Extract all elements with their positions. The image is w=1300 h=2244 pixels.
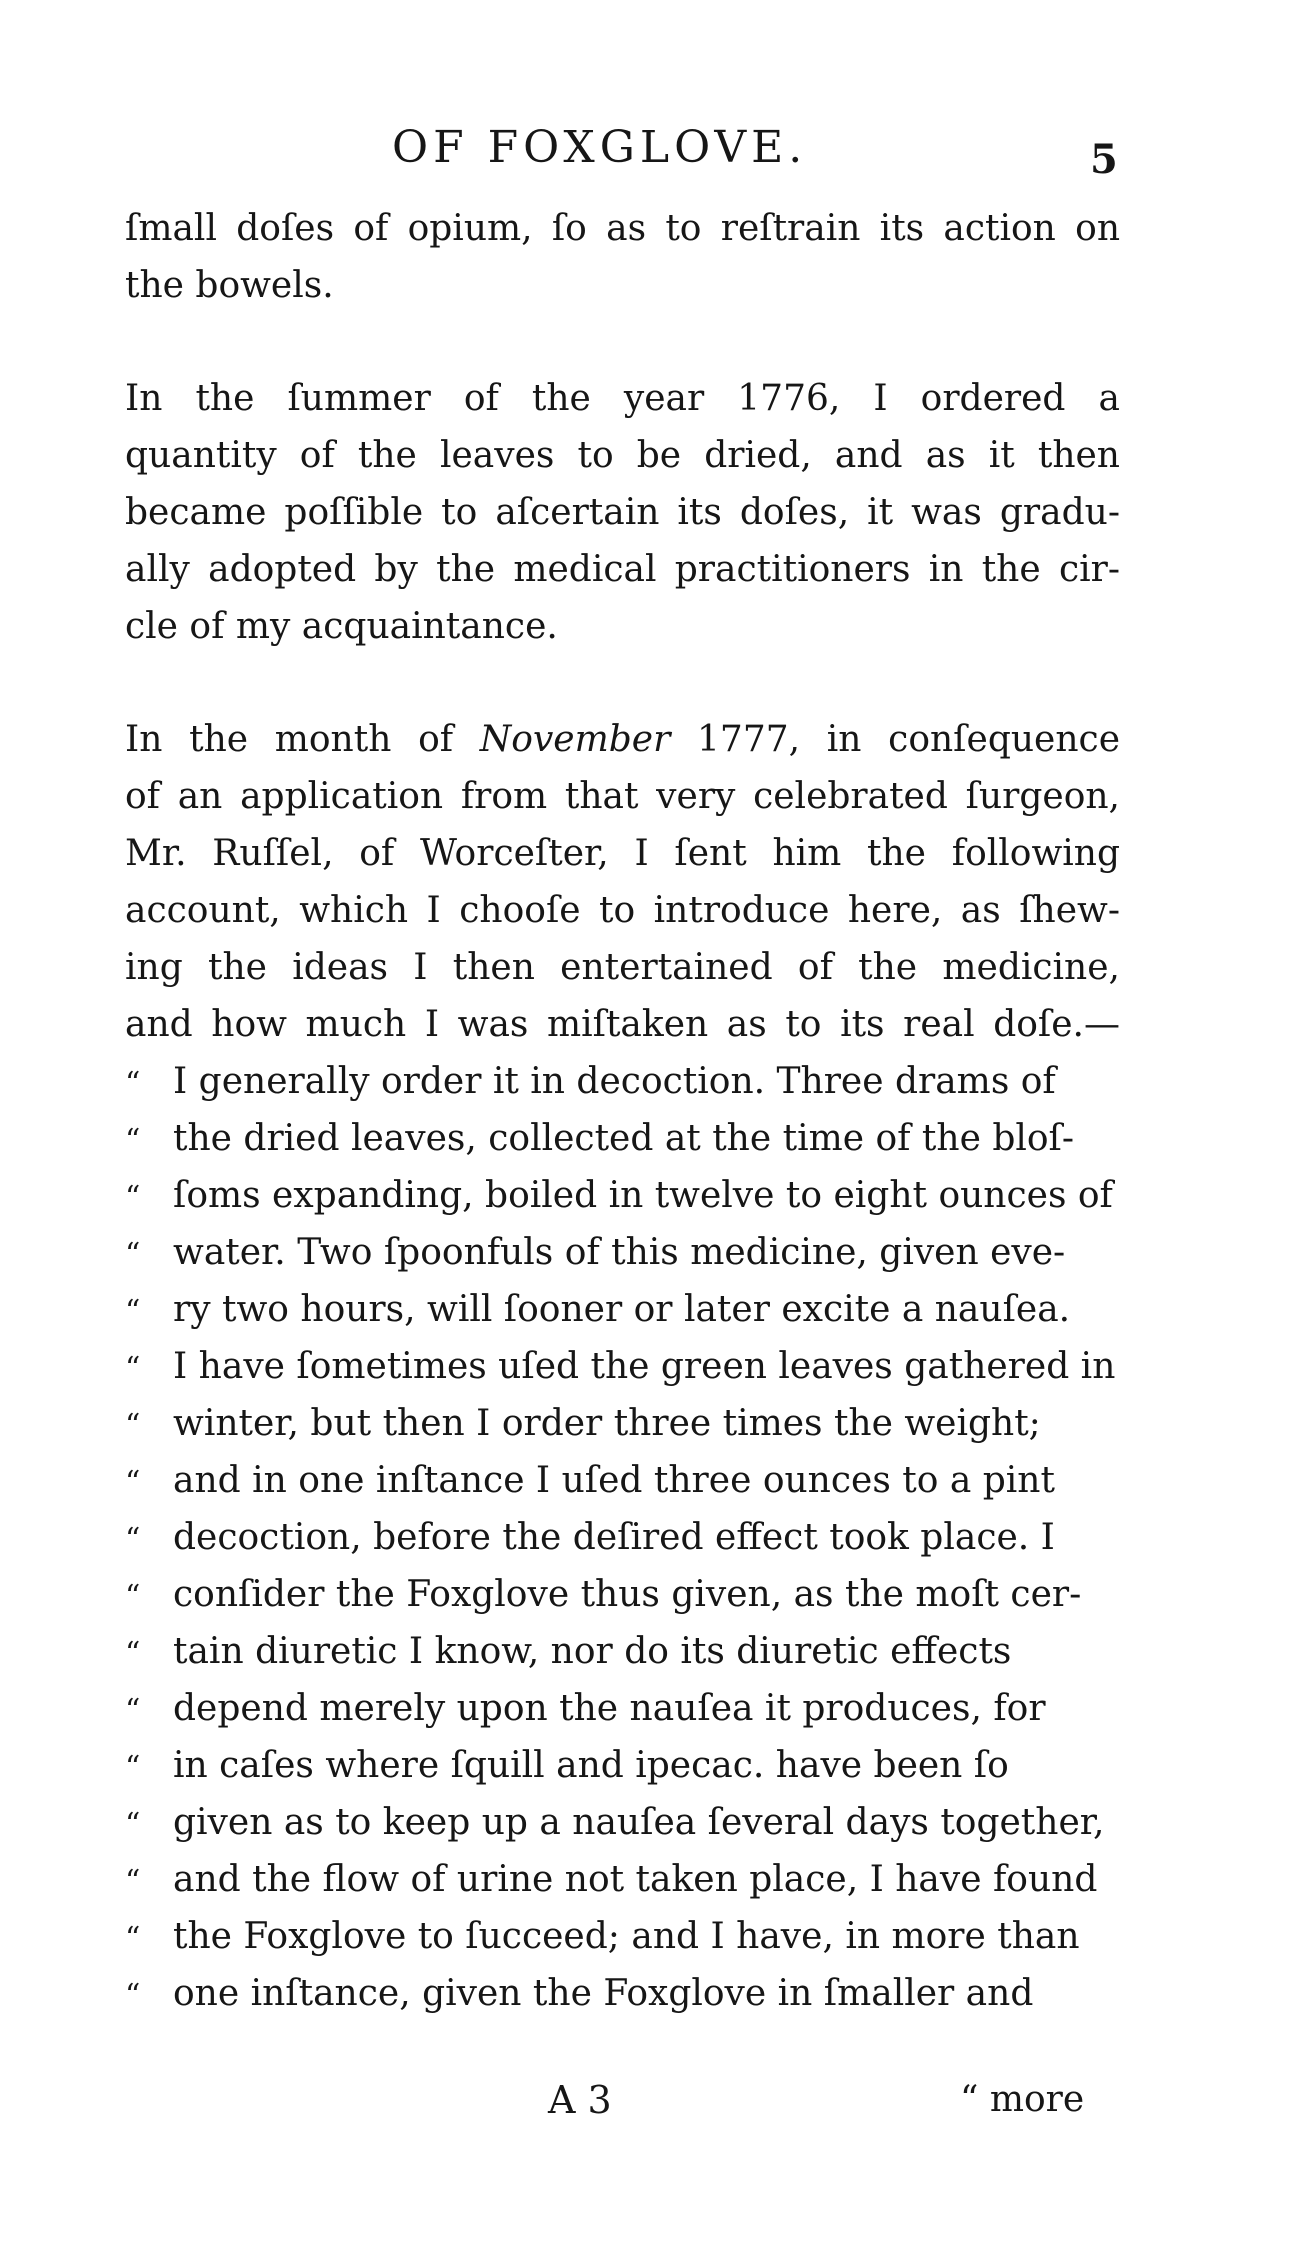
quote-mark: “ [125,1921,141,1956]
quoted-text: the dried leaves, collected at the time of the bloſ- [173,1118,1075,1159]
text-line: account, which I chooſe to introduce here, as ſhew- [125,890,1120,931]
text-line: became poſſible to aſcertain its doſes, it was gradu- [125,492,1120,533]
quoted-line [125,1167,1120,1224]
page-footer [0,2070,1300,2130]
quoted-text: decoction, before the deſired effect took place. I [173,1517,1055,1558]
text-fragment: 1777, in conſequence [697,719,1120,760]
text-line: of an application from that very celebrated ſurgeon, [125,776,1120,817]
quote-mark: “ [125,1522,141,1557]
quoted-line [125,1395,1120,1452]
quoted-text: tain diuretic I know, nor do its diuretic effects [173,1631,1012,1672]
quoted-text: given as to keep up a nauſea ſeveral days together, [173,1802,1105,1843]
quote-mark: “ [125,1636,141,1671]
quoted-line [125,1680,1120,1737]
quote-mark: “ [125,1807,141,1842]
quoted-text: winter, but then I order three times the weight; [173,1403,1041,1444]
text-line: the bowels. [125,265,334,306]
quoted-text: conſider the Foxglove thus given, as the moſt cer- [173,1574,1082,1615]
quoted-line [125,1908,1120,1965]
text-line: ing the ideas I then entertained of the medicine, [125,947,1120,988]
text-fragment: In the month of [125,719,454,760]
paragraph-gap [125,655,1120,711]
quoted-line [125,1509,1120,1566]
quoted-text: water. Two ſpoonfuls of this medicine, given eve- [173,1232,1066,1273]
quote-mark: “ [125,1693,141,1728]
quoted-text: depend merely upon the nauſea it produces, for [173,1688,1046,1729]
quoted-text: and in one inſtance I uſed three ounces to a pint [173,1460,1055,1501]
quoted-text: ry two hours, will ſooner or later excite a nauſea. [173,1289,1071,1330]
quote-mark: “ [125,1408,141,1443]
quote-mark: “ [125,1066,141,1101]
quoted-line [125,1623,1120,1680]
quote-mark: “ [125,1237,141,1272]
text-line: Mr. Ruſſel, of Worceſter, I ſent him the following [125,833,1120,874]
text-line: and how much I was miſtaken as to its real doſe.— [125,1004,1120,1045]
quoted-line [125,1737,1120,1794]
quote-mark: “ [125,1465,141,1500]
quote-mark: “ [125,1750,141,1785]
text-line: ally adopted by the medical practitioners in the cir- [125,549,1120,590]
body-text [125,200,1120,2022]
quoted-line [125,1452,1120,1509]
quote-mark: “ [125,1864,141,1899]
quote-mark: “ [125,1294,141,1329]
quoted-text: I have ſometimes uſed the green leaves gathered in [173,1346,1116,1387]
quoted-line [125,1851,1120,1908]
quoted-line [125,1566,1120,1623]
quoted-text: one inſtance, given the Foxglove in ſmaller and [173,1973,1034,2014]
catchword: “ more [960,2079,1085,2120]
month-name: November [479,719,671,760]
quote-mark: “ [125,1123,141,1158]
quoted-line [125,1965,1120,2022]
quoted-line [125,1053,1120,1110]
quote-mark: “ [125,1579,141,1614]
running-head [0,118,1300,183]
text-line [125,711,1120,768]
quoted-line [125,1110,1120,1167]
page-number: 5 [1090,136,1118,183]
quoted-line [125,1281,1120,1338]
quoted-line [125,1224,1120,1281]
quote-mark: “ [125,1351,141,1386]
text-line: ſmall doſes of opium, ſo as to reſtrain its action on [125,208,1120,249]
running-title: OF FOXGLOVE. [392,122,808,173]
text-line: In the ſummer of the year 1776, I ordered a [125,378,1120,419]
quoted-text: ſoms expanding, boiled in twelve to eight ounces of [173,1175,1113,1216]
text-line: cle of my acquaintance. [125,606,558,647]
paragraph-gap [125,314,1120,370]
quoted-text: the Foxglove to ſucceed; and I have, in more than [173,1916,1080,1957]
quote-mark: “ [125,1978,141,2013]
quoted-text: and the flow of urine not taken place, I have found [173,1859,1098,1900]
quoted-text: I generally order it in decoction. Three drams of [173,1061,1056,1102]
quoted-line [125,1338,1120,1395]
quoted-line [125,1794,1120,1851]
text-line: quantity of the leaves to be dried, and as it then [125,435,1120,476]
signature-mark: A 3 [548,2078,612,2122]
quote-mark: “ [125,1180,141,1215]
quoted-text: in caſes where ſquill and ipecac. have been ſo [173,1745,1009,1786]
